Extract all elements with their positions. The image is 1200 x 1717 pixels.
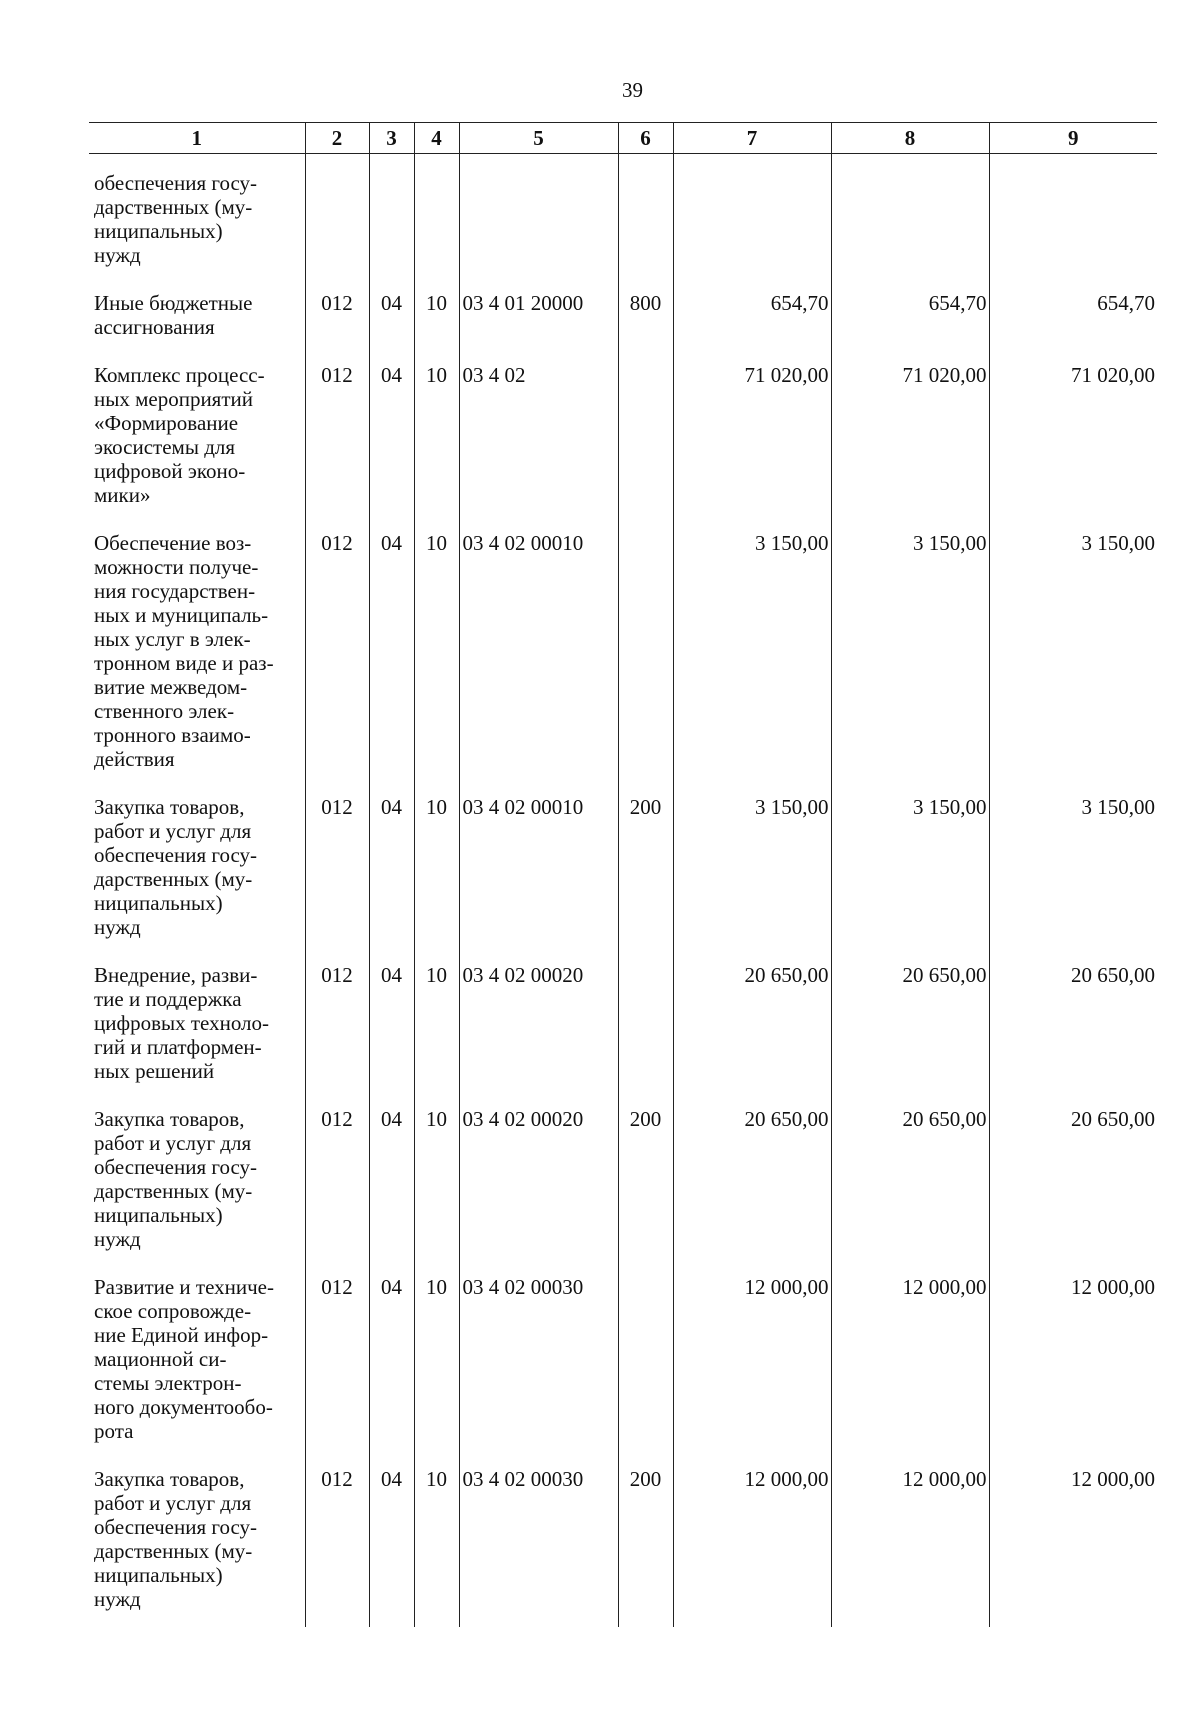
item-name-line: работ и услуг для: [94, 1131, 252, 1155]
subsection-sub-code-cell: 10: [414, 1267, 459, 1459]
amount-col-9-cell: 71 020,00: [989, 355, 1157, 523]
item-name-line: можности получе-: [94, 555, 259, 579]
section-code-cell: 012: [305, 1459, 369, 1627]
item-name-line: мационной си-: [94, 1347, 227, 1371]
item-name-line: «Формирование: [94, 411, 239, 435]
section-code-cell: 012: [305, 1267, 369, 1459]
header-col-8: 8: [831, 123, 989, 154]
item-name-line: дарственных (му-: [94, 195, 253, 219]
item-name-line: работ и услуг для: [94, 819, 252, 843]
expense-type-cell: 800: [618, 283, 673, 355]
item-name-line: ных мероприятий: [94, 387, 253, 411]
header-col-2: 2: [305, 123, 369, 154]
item-name-cell: [89, 787, 305, 955]
subsection-code-cell: 04: [369, 283, 414, 355]
item-name-line: дарственных (му-: [94, 1539, 253, 1563]
item-name-line: ское сопровожде-: [94, 1299, 252, 1323]
amount-col-8-cell: 654,70: [831, 283, 989, 355]
item-name-line: Иные бюджетные: [94, 291, 253, 315]
amount-col-7-cell: 20 650,00: [673, 1099, 831, 1267]
header-col-4: 4: [414, 123, 459, 154]
header-col-6: 6: [618, 123, 673, 154]
item-name-line: гий и платформен-: [94, 1035, 262, 1059]
subsection-sub-code-cell: 10: [414, 955, 459, 1099]
page-number: 39: [622, 78, 643, 102]
subsection-sub-code-cell: [414, 154, 459, 284]
item-name-line: ниципальных): [94, 219, 223, 243]
item-name-line: действия: [94, 747, 175, 771]
item-name-line: экосистемы для: [94, 435, 236, 459]
amount-col-9-cell: 12 000,00: [989, 1459, 1157, 1627]
item-name-line: рота: [94, 1419, 134, 1443]
header-col-9: 9: [989, 123, 1157, 154]
section-code-cell: [305, 154, 369, 284]
amount-col-8-cell: 20 650,00: [831, 1099, 989, 1267]
amount-col-9-cell: 3 150,00: [989, 523, 1157, 787]
item-name-cell: [89, 355, 305, 523]
amount-col-7-cell: 12 000,00: [673, 1267, 831, 1459]
item-name-line: стемы электрон-: [94, 1371, 242, 1395]
amount-col-9-cell: [989, 154, 1157, 284]
amount-col-7-cell: 71 020,00: [673, 355, 831, 523]
target-article-cell: 03 4 02: [459, 355, 618, 523]
item-name-line: ных решений: [94, 1059, 215, 1083]
subsection-code-cell: 04: [369, 523, 414, 787]
amount-col-7-cell: 3 150,00: [673, 787, 831, 955]
section-code-cell: 012: [305, 355, 369, 523]
item-name-line: ственного элек-: [94, 699, 235, 723]
item-name-line: ниципальных): [94, 1563, 223, 1587]
subsection-sub-code-cell: 10: [414, 1459, 459, 1627]
header-col-1: 1: [89, 123, 305, 154]
item-name-line: дарственных (му-: [94, 867, 253, 891]
item-name-cell: [89, 1267, 305, 1459]
item-name-line: ния государствен-: [94, 579, 256, 603]
target-article-cell: 03 4 02 00030: [459, 1267, 618, 1459]
amount-col-8-cell: 3 150,00: [831, 523, 989, 787]
section-code-cell: 012: [305, 523, 369, 787]
item-name-line: обеспечения госу-: [94, 1155, 258, 1179]
item-name-line: обеспечения госу-: [94, 843, 258, 867]
item-name-line: ниципальных): [94, 1203, 223, 1227]
item-name-line: ных и муниципаль-: [94, 603, 269, 627]
section-code-cell: 012: [305, 787, 369, 955]
expense-type-cell: 200: [618, 1099, 673, 1267]
table-row: [89, 1267, 1157, 1459]
expense-type-cell: [618, 523, 673, 787]
header-col-7: 7: [673, 123, 831, 154]
item-name-line: Развитие и техниче-: [94, 1275, 274, 1299]
budget-table: [89, 122, 1157, 1627]
target-article-cell: [459, 154, 618, 284]
item-name-line: цифровой эконо-: [94, 459, 246, 483]
amount-col-8-cell: 71 020,00: [831, 355, 989, 523]
subsection-sub-code-cell: 10: [414, 787, 459, 955]
amount-col-8-cell: 20 650,00: [831, 955, 989, 1099]
item-name-cell: [89, 1459, 305, 1627]
subsection-code-cell: 04: [369, 355, 414, 523]
subsection-code-cell: 04: [369, 1459, 414, 1627]
subsection-code-cell: 04: [369, 1099, 414, 1267]
table-row: [89, 955, 1157, 1099]
subsection-sub-code-cell: 10: [414, 523, 459, 787]
target-article-cell: 03 4 02 00030: [459, 1459, 618, 1627]
expense-type-cell: [618, 1267, 673, 1459]
table-row: [89, 355, 1157, 523]
item-name-cell: [89, 154, 305, 284]
item-name-line: нужд: [94, 1587, 141, 1611]
item-name-cell: [89, 523, 305, 787]
item-name-line: витие межведом-: [94, 675, 248, 699]
expense-type-cell: [618, 154, 673, 284]
subsection-code-cell: [369, 154, 414, 284]
item-name-line: ние Единой инфор-: [94, 1323, 269, 1347]
item-name-line: тронном виде и раз-: [94, 651, 274, 675]
subsection-code-cell: 04: [369, 787, 414, 955]
item-name-line: мики»: [94, 483, 151, 507]
item-name-line: тронного взаимо-: [94, 723, 251, 747]
subsection-code-cell: 04: [369, 1267, 414, 1459]
header-col-3: 3: [369, 123, 414, 154]
amount-col-8-cell: 12 000,00: [831, 1267, 989, 1459]
subsection-sub-code-cell: 10: [414, 1099, 459, 1267]
item-name-line: нужд: [94, 243, 141, 267]
table-row: [89, 1459, 1157, 1627]
item-name-line: работ и услуг для: [94, 1491, 252, 1515]
amount-col-7-cell: 3 150,00: [673, 523, 831, 787]
item-name-cell: [89, 1099, 305, 1267]
item-name-line: Внедрение, разви-: [94, 963, 258, 987]
table-body: [89, 154, 1157, 1628]
item-name-line: ных услуг в элек-: [94, 627, 251, 651]
item-name-cell: [89, 955, 305, 1099]
amount-col-8-cell: [831, 154, 989, 284]
target-article-cell: 03 4 02 00010: [459, 787, 618, 955]
item-name-line: Закупка товаров,: [94, 1107, 245, 1131]
amount-col-7-cell: 12 000,00: [673, 1459, 831, 1627]
item-name-line: ниципальных): [94, 891, 223, 915]
section-code-cell: 012: [305, 1099, 369, 1267]
amount-col-8-cell: 3 150,00: [831, 787, 989, 955]
expense-type-cell: 200: [618, 787, 673, 955]
amount-col-7-cell: [673, 154, 831, 284]
table-row: [89, 523, 1157, 787]
table-row: [89, 1099, 1157, 1267]
amount-col-7-cell: 20 650,00: [673, 955, 831, 1099]
amount-col-9-cell: 20 650,00: [989, 1099, 1157, 1267]
table-row: [89, 154, 1157, 284]
target-article-cell: 03 4 02 00010: [459, 523, 618, 787]
subsection-sub-code-cell: 10: [414, 283, 459, 355]
item-name-line: обеспечения госу-: [94, 171, 258, 195]
subsection-sub-code-cell: 10: [414, 355, 459, 523]
table-row: [89, 283, 1157, 355]
amount-col-7-cell: 654,70: [673, 283, 831, 355]
item-name-line: тие и поддержка: [94, 987, 242, 1011]
item-name-line: цифровых техноло-: [94, 1011, 270, 1035]
table-row: [89, 787, 1157, 955]
target-article-cell: 03 4 01 20000: [459, 283, 618, 355]
item-name-line: Закупка товаров,: [94, 1467, 245, 1491]
header-row: [89, 123, 1157, 154]
expense-type-cell: [618, 355, 673, 523]
expense-type-cell: 200: [618, 1459, 673, 1627]
header-col-5: 5: [459, 123, 618, 154]
item-name-line: обеспечения госу-: [94, 1515, 258, 1539]
item-name-line: нужд: [94, 1227, 141, 1251]
section-code-cell: 012: [305, 283, 369, 355]
item-name-line: ассигнования: [94, 315, 215, 339]
amount-col-8-cell: 12 000,00: [831, 1459, 989, 1627]
item-name-line: Закупка товаров,: [94, 795, 245, 819]
item-name-line: ного документообо-: [94, 1395, 273, 1419]
amount-col-9-cell: 20 650,00: [989, 955, 1157, 1099]
item-name-cell: [89, 283, 305, 355]
item-name-line: нужд: [94, 915, 141, 939]
subsection-code-cell: 04: [369, 955, 414, 1099]
item-name-line: Обеспечение воз-: [94, 531, 252, 555]
amount-col-9-cell: 12 000,00: [989, 1267, 1157, 1459]
target-article-cell: 03 4 02 00020: [459, 955, 618, 1099]
item-name-line: Комплекс процесс-: [94, 363, 265, 387]
amount-col-9-cell: 654,70: [989, 283, 1157, 355]
expense-type-cell: [618, 955, 673, 1099]
target-article-cell: 03 4 02 00020: [459, 1099, 618, 1267]
section-code-cell: 012: [305, 955, 369, 1099]
table-header: [89, 123, 1157, 154]
item-name-line: дарственных (му-: [94, 1179, 253, 1203]
amount-col-9-cell: 3 150,00: [989, 787, 1157, 955]
